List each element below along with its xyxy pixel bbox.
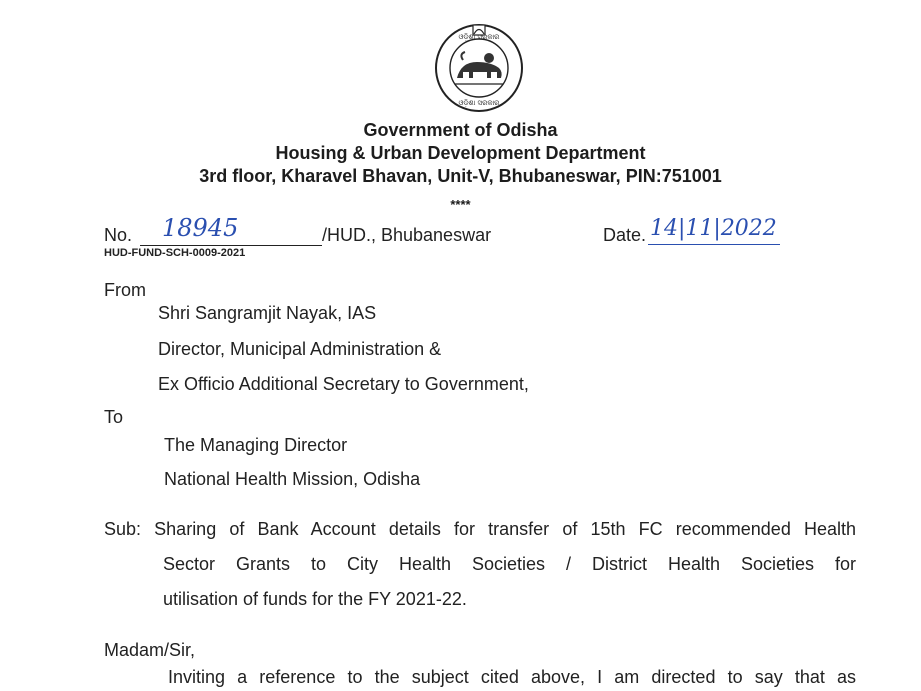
- from-line-office: Ex Officio Additional Secretary to Government,: [158, 374, 529, 394]
- to-label: To: [104, 407, 124, 427]
- subject-line-3: utilisation of funds for the FY 2021-22.: [163, 589, 467, 609]
- salutation: Madam/Sir,: [104, 640, 196, 660]
- from-line-designation: Director, Municipal Administration &: [158, 339, 442, 359]
- header-address: 3rd floor, Kharavel Bhavan, Unit-V, Bhubaneswar, PIN:751001: [199, 166, 722, 186]
- header-stars: ****: [450, 197, 471, 212]
- body-paragraph-1: Inviting a reference to the subject cited above, I am directed to say that as: [168, 667, 856, 687]
- to-line-designation: The Managing Director: [164, 435, 348, 455]
- date-label: Date.: [603, 225, 647, 245]
- header-department: Housing & Urban Development Department: [275, 143, 646, 163]
- header-government: Government of Odisha: [363, 120, 558, 140]
- subject-line-1: Sub: Sharing of Bank Account details for transfer of 15th FC recommended Health: [104, 519, 856, 539]
- subject-line-2: Sector Grants to City Health Societies / District Health Societies for: [163, 554, 856, 574]
- seal-bottom-text: ଓଡ଼ିଶା ସରକାର: [458, 99, 500, 107]
- date-underline: [648, 244, 780, 245]
- to-line-organisation: National Health Mission, Odisha: [164, 469, 421, 489]
- date-value: 14|11|2022: [650, 216, 777, 241]
- seal-top-text: ଓଡ଼ିଶା ସରକାର: [458, 33, 500, 41]
- ref-no-label: No.: [104, 225, 133, 245]
- ref-no-underline: [140, 245, 322, 246]
- ref-file-code: HUD-FUND-SCH-0009-2021: [104, 247, 246, 259]
- ref-suffix: /HUD., Bhubaneswar: [322, 225, 492, 245]
- ref-no-value: 18945: [162, 214, 239, 242]
- from-line-name: Shri Sangramjit Nayak, IAS: [158, 303, 377, 323]
- from-label: From: [104, 280, 146, 300]
- odisha-government-seal-icon: [433, 22, 525, 114]
